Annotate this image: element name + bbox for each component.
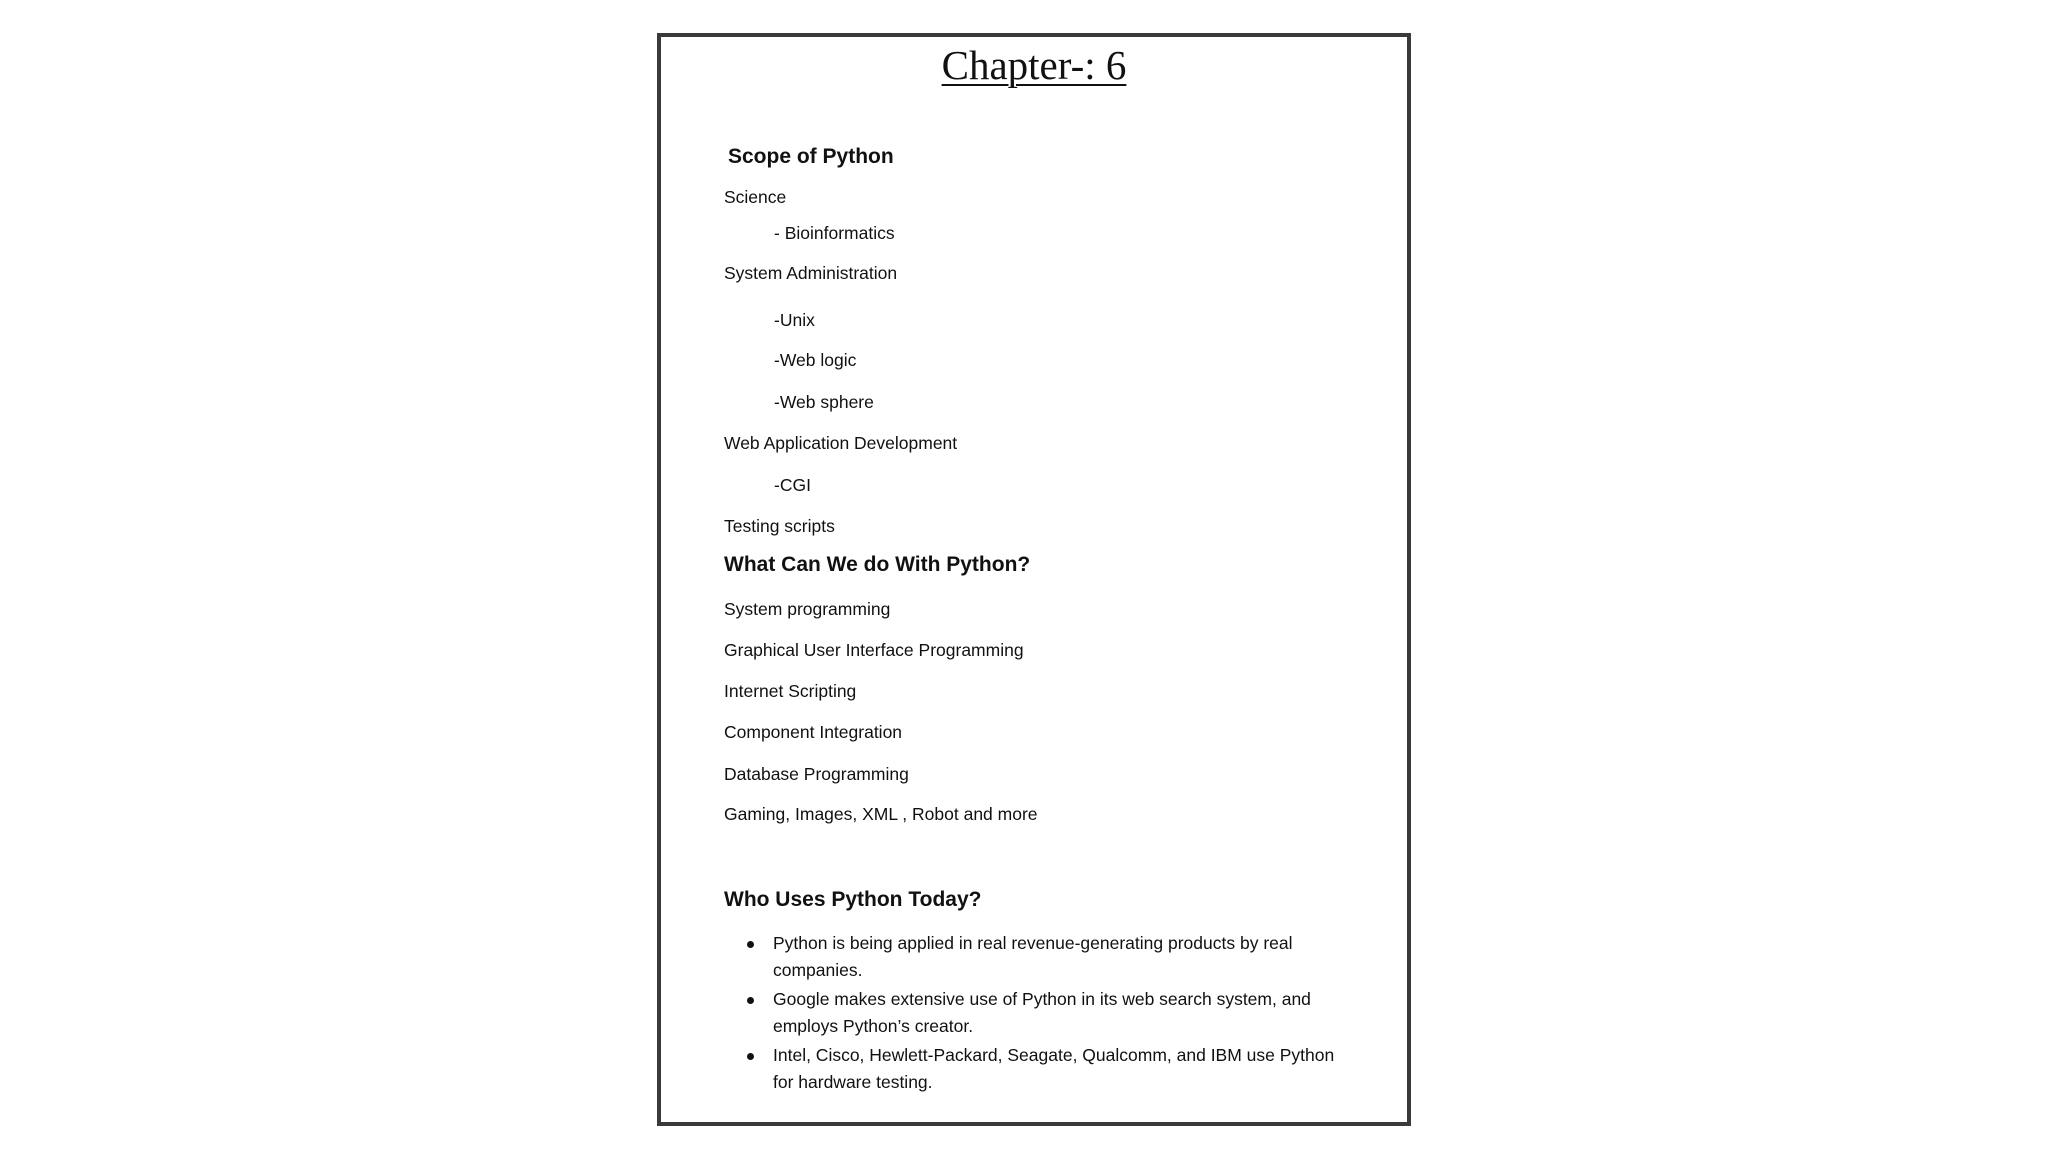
- list-item: [747, 930, 1347, 984]
- what-item-gui-programming: Graphical User Interface Programming: [724, 640, 1024, 660]
- who-bullet-text: Google makes extensive use of Python in its web search system, and employs Python’s creator.: [773, 989, 1311, 1036]
- scope-subitem-cgi: -CGI: [774, 475, 811, 495]
- bullet-icon: [747, 997, 754, 1004]
- bullet-icon: [747, 941, 754, 948]
- what-item-component-integration: Component Integration: [724, 722, 903, 742]
- list-item: [747, 1042, 1347, 1096]
- who-bullet-list: [747, 930, 1347, 1098]
- list-item: [747, 986, 1347, 1040]
- who-bullet-text: Python is being applied in real revenue-generating products by real companies.: [773, 933, 1293, 980]
- bullet-icon: [747, 1053, 754, 1060]
- document-page: [657, 33, 1411, 1126]
- scope-item-web-application-development: Web Application Development: [724, 433, 958, 453]
- scope-item-system-administration: System Administration: [724, 263, 898, 283]
- scope-subitem-web-logic: -Web logic: [774, 350, 857, 370]
- scope-subitem-unix: -Unix: [774, 310, 815, 330]
- scope-subitem-bioinformatics: - Bioinformatics: [774, 223, 895, 243]
- who-heading: Who Uses Python Today?: [724, 888, 982, 911]
- scope-heading: Scope of Python: [728, 145, 894, 168]
- scope-item-science: Science: [724, 187, 787, 207]
- chapter-title: Chapter-: 6: [941, 42, 1127, 88]
- what-item-gaming-and-more: Gaming, Images, XML , Robot and more: [724, 804, 1038, 824]
- who-bullet-text: Intel, Cisco, Hewlett-Packard, Seagate, Qualcomm, and IBM use Python for hardware testing.: [773, 1045, 1335, 1092]
- scope-subitem-web-sphere: -Web sphere: [774, 392, 874, 412]
- scope-item-testing-scripts: Testing scripts: [724, 516, 835, 536]
- what-item-internet-scripting: Internet Scripting: [724, 681, 857, 701]
- what-item-database-programming: Database Programming: [724, 764, 909, 784]
- what-item-system-programming: System programming: [724, 599, 891, 619]
- what-heading: What Can We do With Python?: [724, 553, 1031, 576]
